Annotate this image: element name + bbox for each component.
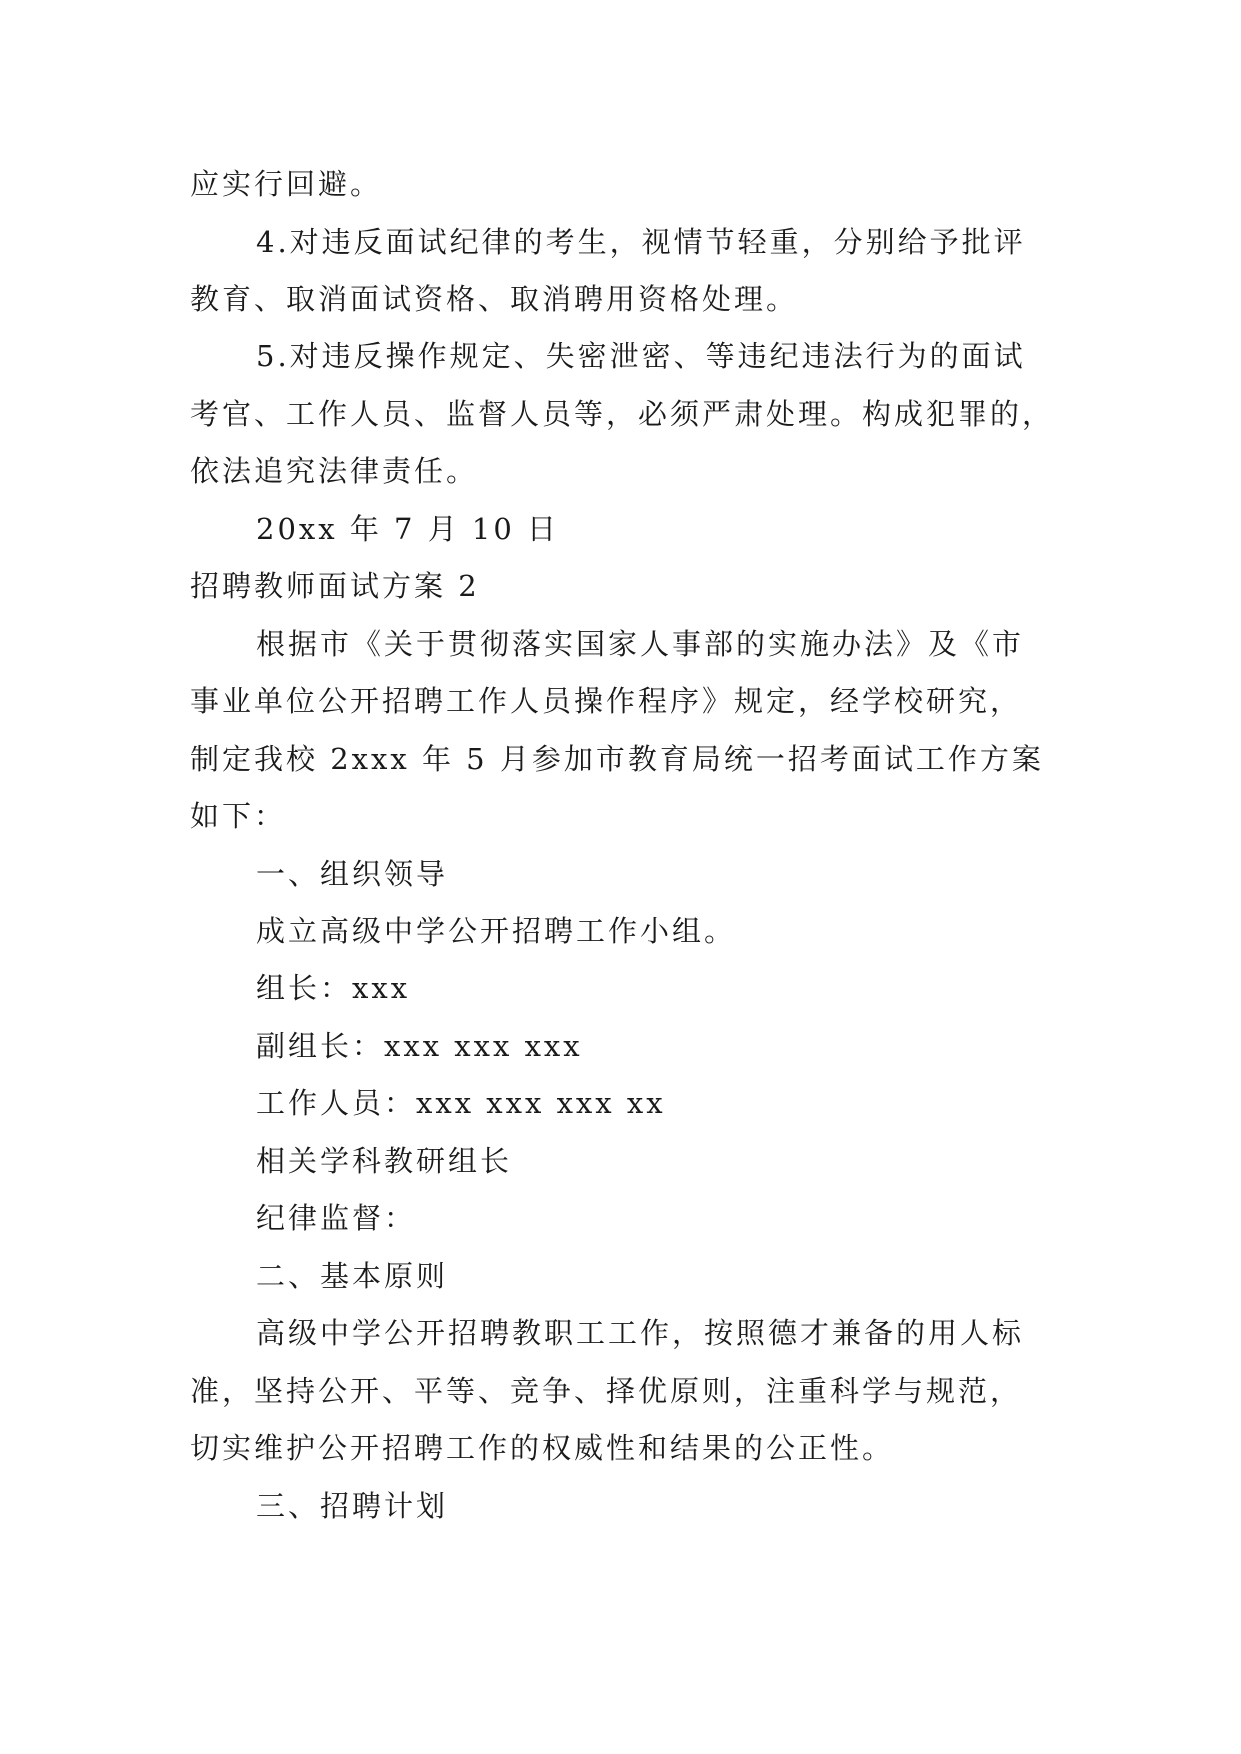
- text-line: 相关学科教研组长: [256, 1144, 513, 1178]
- section-heading: 二、基本原则: [256, 1259, 449, 1293]
- text-line: 切实维护公开招聘工作的权威性和结果的公正性。: [190, 1431, 895, 1465]
- text-line: 依法追究法律责任。: [190, 454, 479, 488]
- text-line: 组长：xxx: [256, 971, 411, 1005]
- text-line: 5.对违反操作规定、失密泄密、等违纪违法行为的面试: [256, 339, 1026, 373]
- section-heading: 三、招聘计划: [256, 1489, 449, 1523]
- text-line: 事业单位公开招聘工作人员操作程序》规定，经学校研究，: [190, 684, 1023, 718]
- text-line: 4.对违反面试纪律的考生，视情节轻重，分别给予批评: [256, 225, 1026, 259]
- text-line: 准，坚持公开、平等、竞争、择优原则，注重科学与规范，: [190, 1374, 1023, 1408]
- text-line: 工作人员：xxx xxx xxx xx: [256, 1086, 666, 1120]
- text-line: 应实行回避。: [190, 167, 383, 201]
- date-line: 20xx 年 7 月 10 日: [256, 512, 560, 546]
- section-heading: 一、组织领导: [256, 857, 449, 891]
- text-line: 高级中学公开招聘教职工工作，按照德才兼备的用人标: [256, 1316, 1025, 1350]
- text-line: 教育、取消面试资格、取消聘用资格处理。: [190, 282, 799, 316]
- section-heading: 招聘教师面试方案 2: [190, 569, 480, 603]
- text-line: 成立高级中学公开招聘工作小组。: [256, 914, 737, 948]
- text-line: 根据市《关于贯彻落实国家人事部的实施办法》及《市: [256, 627, 1025, 661]
- text-line: 制定我校 2xxx 年 5 月参加市教育局统一招考面试工作方案: [190, 742, 1044, 776]
- text-line: 如下：: [190, 799, 287, 833]
- text-line: 纪律监督：: [256, 1201, 417, 1235]
- text-line: 副组长：xxx xxx xxx: [256, 1029, 583, 1063]
- text-line: 考官、工作人员、监督人员等，必须严肃处理。构成犯罪的，: [190, 397, 1055, 431]
